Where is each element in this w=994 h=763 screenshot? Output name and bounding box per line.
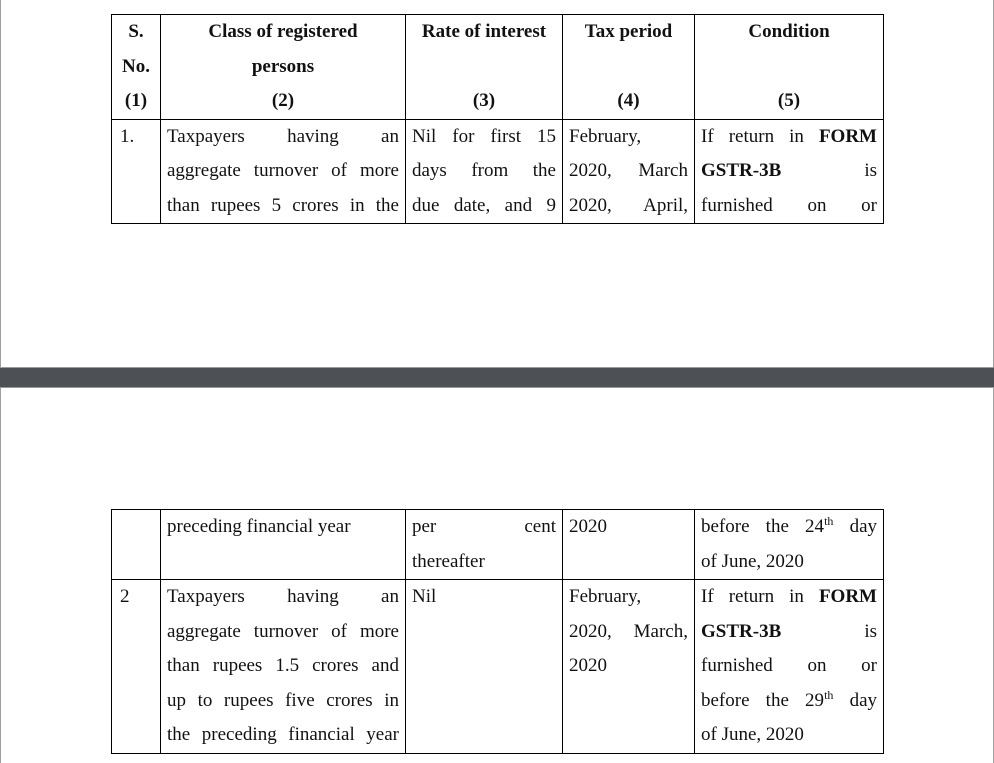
row1-cont-period: 2020 — [563, 510, 695, 580]
row1-cont-rate: per cent thereafter — [406, 510, 563, 580]
page-separator — [0, 368, 994, 387]
header-class: Class of registered persons (2) — [161, 15, 406, 120]
row1-cont-class: preceding financial year — [161, 510, 406, 580]
header-sno: S. No. (1) — [112, 15, 161, 120]
document-page-top — [0, 0, 994, 368]
row2-sno: 2 — [112, 580, 161, 754]
row2-condition: If return in FORM GSTR-3B is furnished on or before the 29th day of June, 2020 — [695, 580, 884, 754]
table-row — [112, 510, 884, 580]
interest-rate-table-part2 — [111, 509, 884, 754]
row1-condition: If return in FORM GSTR-3B is furnished on or — [695, 119, 884, 224]
document-page-bottom — [0, 387, 994, 763]
row1-cont-condition: before the 24th day of June, 2020 — [695, 510, 884, 580]
header-condition: Condition (5) — [695, 15, 884, 120]
header-rate: Rate of interest (3) — [406, 15, 563, 120]
row1-period: February, 2020, March 2020, April, — [563, 119, 695, 224]
header-period: Tax period (4) — [563, 15, 695, 120]
row1-sno: 1. — [112, 119, 161, 224]
row1-cont-sno — [112, 510, 161, 580]
table-header-row — [112, 15, 884, 120]
interest-rate-table-part1 — [111, 14, 884, 224]
row2-rate: Nil — [406, 580, 563, 754]
row1-rate: Nil for first 15 days from the due date, and 9 — [406, 119, 563, 224]
row1-class: Taxpayers having an aggregate turnover of more than rupees 5 crores in the — [161, 119, 406, 224]
row2-period: February, 2020, March, 2020 — [563, 580, 695, 754]
table-row — [112, 580, 884, 754]
table-row — [112, 119, 884, 224]
row2-class: Taxpayers having an aggregate turnover of more than rupees 1.5 crores and up to rupees five crores in the preceding financial year — [161, 580, 406, 754]
